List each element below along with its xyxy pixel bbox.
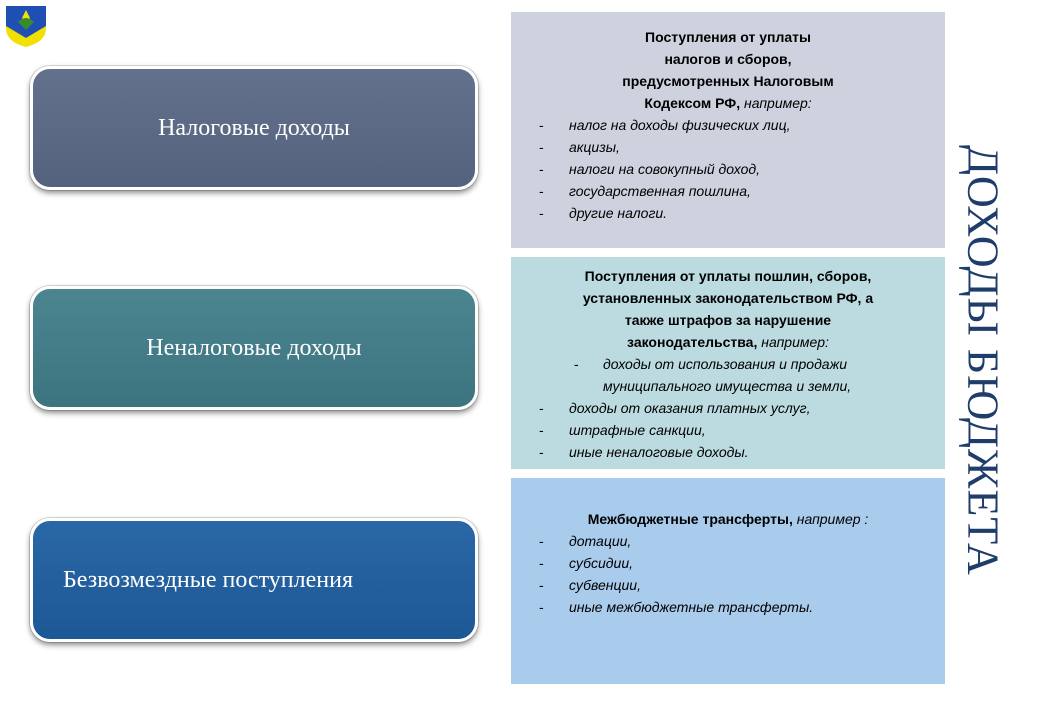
gratuitous-receipts-box	[30, 518, 478, 642]
transfers-panel	[511, 478, 945, 684]
tax-revenue-list	[511, 114, 945, 224]
coat-of-arms-icon	[4, 4, 48, 48]
budget-revenue-vertical-title: ДОХОДЫ БЮДЖЕТА	[958, 144, 1008, 576]
list-item: - государственная пошлина,	[511, 180, 945, 202]
tax-revenue-label: Налоговые доходы	[158, 114, 350, 141]
list-item: - иные межбюджетные трансферты.	[511, 596, 945, 618]
transfers-list	[511, 530, 945, 618]
coat-of-arms-logo	[4, 4, 48, 48]
heading-example-label: например:	[740, 95, 812, 111]
list-item: - другие налоги.	[511, 202, 945, 224]
heading-line: Межбюджетные трансферты,	[587, 511, 793, 527]
heading-line: установленных законодательством РФ, а	[582, 290, 874, 306]
list-item: - штрафные санкции,	[511, 419, 945, 441]
tax-revenue-box	[30, 66, 478, 190]
non-tax-revenue-list	[511, 353, 945, 463]
heading-line: Поступления от уплаты	[645, 29, 811, 45]
heading-line: Поступления от уплаты пошлин, сборов,	[584, 268, 872, 284]
list-item: - акцизы,	[511, 136, 945, 158]
gratuitous-receipts-label: Безвозмездные поступления	[63, 566, 353, 593]
heading-example-label: например :	[792, 511, 869, 527]
non-tax-revenue-panel	[511, 257, 945, 469]
list-item: - субсидии,	[511, 552, 945, 574]
heading-line: Кодексом РФ,	[644, 95, 741, 111]
heading-line: налогов и сборов,	[664, 51, 792, 67]
transfers-heading	[511, 508, 945, 530]
list-item: - налог на доходы физических лиц,	[511, 114, 945, 136]
list-item: - дотации,	[511, 530, 945, 552]
heading-line: также штрафов за нарушение	[624, 312, 832, 328]
tax-revenue-panel	[511, 12, 945, 248]
non-tax-revenue-heading	[511, 265, 945, 353]
list-item: - доходы от использования и продажи муниципального имущества и земли,	[511, 353, 945, 397]
tax-revenue-heading	[511, 26, 945, 114]
list-item: - налоги на совокупный доход,	[511, 158, 945, 180]
list-item: - доходы от оказания платных услуг,	[511, 397, 945, 419]
heading-line: предусмотренных Налоговым	[622, 73, 834, 89]
heading-line: законодательства,	[627, 334, 758, 350]
list-item: - субвенции,	[511, 574, 945, 596]
list-item: - иные неналоговые доходы.	[511, 441, 945, 463]
heading-example-label: например:	[757, 334, 829, 350]
non-tax-revenue-box	[30, 286, 478, 410]
non-tax-revenue-label: Неналоговые доходы	[146, 334, 362, 361]
